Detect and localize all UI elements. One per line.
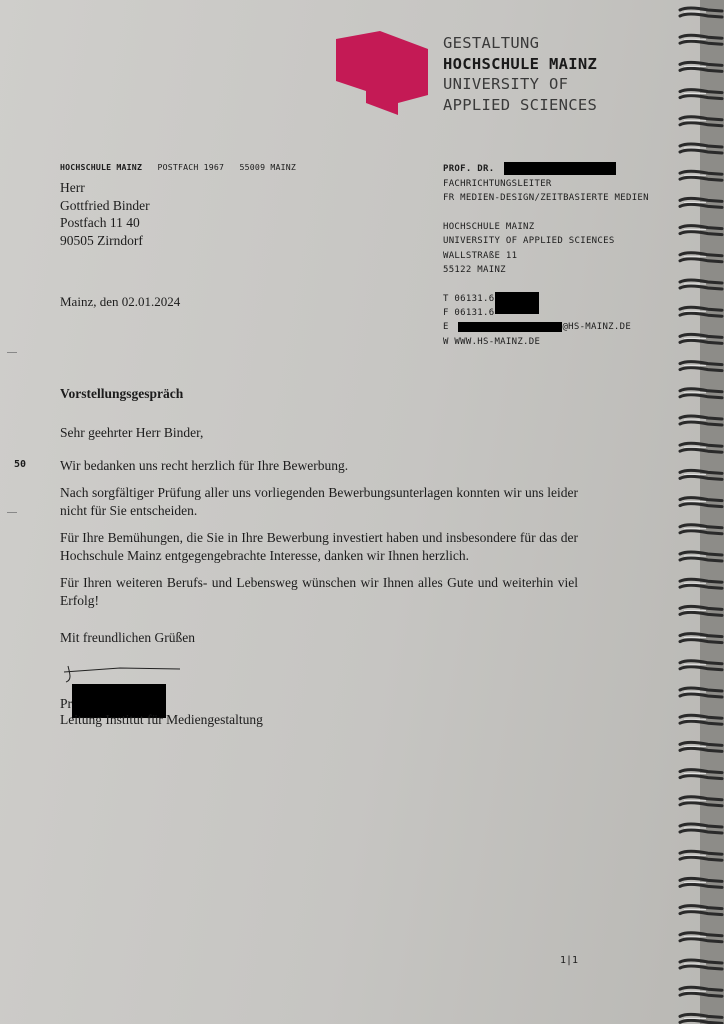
contact-name-line — [443, 162, 649, 177]
contact-street: WALLSTRAßE 11 — [443, 250, 518, 261]
signature-title: Leitung Institut für Mediengestaltung — [60, 712, 263, 727]
fold-mark — [7, 352, 17, 353]
recipient-city: 90505 Zirndorf — [60, 232, 143, 248]
contact-title: PROF. DR. — [443, 164, 495, 174]
spiral-binding-icon — [678, 0, 724, 1024]
letter-date: Mainz, den 02.01.2024 — [60, 294, 181, 309]
hochschule-mainz-logo-icon — [336, 31, 428, 115]
contact-email-line — [443, 320, 649, 335]
letter-body — [60, 457, 578, 619]
sender-city: 55009 MAINZ — [239, 162, 296, 172]
contact-email-prefix: E — [443, 322, 449, 332]
contact-fax: F 06131.6 — [443, 307, 495, 318]
logo-wordmark — [443, 33, 597, 115]
logo-line-gestaltung: GESTALTUNG — [443, 34, 540, 52]
logo-line-university: UNIVERSITY OF — [443, 75, 569, 93]
redaction-phone — [495, 292, 539, 314]
body-paragraph: Wir bedanken uns recht herzlich für Ihre Bewerbung. — [60, 458, 349, 473]
letter-subject: Vorstellungsgespräch — [60, 386, 184, 401]
signature-prefix-text: Pr — [60, 696, 73, 711]
letter-greeting: Sehr geehrter Herr Binder, — [60, 425, 204, 440]
contact-fax-line — [443, 306, 649, 321]
redaction-name — [504, 162, 616, 175]
contact-role1: FACHRICHTUNGSLEITER — [443, 178, 552, 189]
fold-mark — [7, 512, 17, 513]
redaction-email — [458, 322, 562, 332]
contact-web: W WWW.HS-MAINZ.DE — [443, 336, 541, 347]
contact-zip-city: 55122 MAINZ — [443, 265, 506, 275]
body-paragraph: Für Ihre Bemühungen, die Sie in Ihre Bewerbung investiert haben und insbesondere für das der Hochschule Mainz entgegengebrachte Interesse, danken wir Ihnen herzlich. — [60, 529, 578, 563]
sender-postbox: POSTFACH 1967 — [157, 162, 225, 172]
logo-line-hochschule: HOCHSCHULE MAINZ — [443, 54, 598, 73]
contact-inst2: UNIVERSITY OF APPLIED SCIENCES — [443, 236, 615, 246]
contact-role2: FR MEDIEN-DESIGN/ZEITBASIERTE MEDIEN — [443, 193, 649, 203]
sender-org: HOCHSCHULE MAINZ — [60, 162, 143, 172]
contact-email-suffix: @HS-MAINZ.DE — [562, 322, 632, 332]
sender-return-line — [60, 162, 296, 172]
page-number: 1|1 — [560, 955, 579, 966]
logo-line-applied: APPLIED SCIENCES — [443, 95, 598, 114]
body-paragraph: Nach sorgfältiger Prüfung aller uns vorliegenden Bewerbungsunterlagen konnten wir uns leider nicht für Sie entscheiden. — [60, 484, 578, 518]
recipient-name: Gottfried Binder — [60, 197, 150, 213]
letter-closing: Mit freundlichen Grüßen — [60, 630, 195, 645]
contact-inst1: HOCHSCHULE MAINZ — [443, 221, 535, 232]
contact-phone: T 06131.6 — [443, 293, 495, 304]
recipient-salutation: Herr — [60, 180, 85, 195]
margin-number: 50 — [14, 459, 27, 470]
contact-block — [443, 162, 649, 349]
body-paragraph: Für Ihren weiteren Berufs- und Lebensweg wünschen wir Ihnen alles Gute und weiterhin viel Erfolg! — [60, 574, 578, 608]
recipient-postbox: Postfach 11 40 — [60, 215, 140, 230]
recipient-address — [60, 179, 150, 249]
